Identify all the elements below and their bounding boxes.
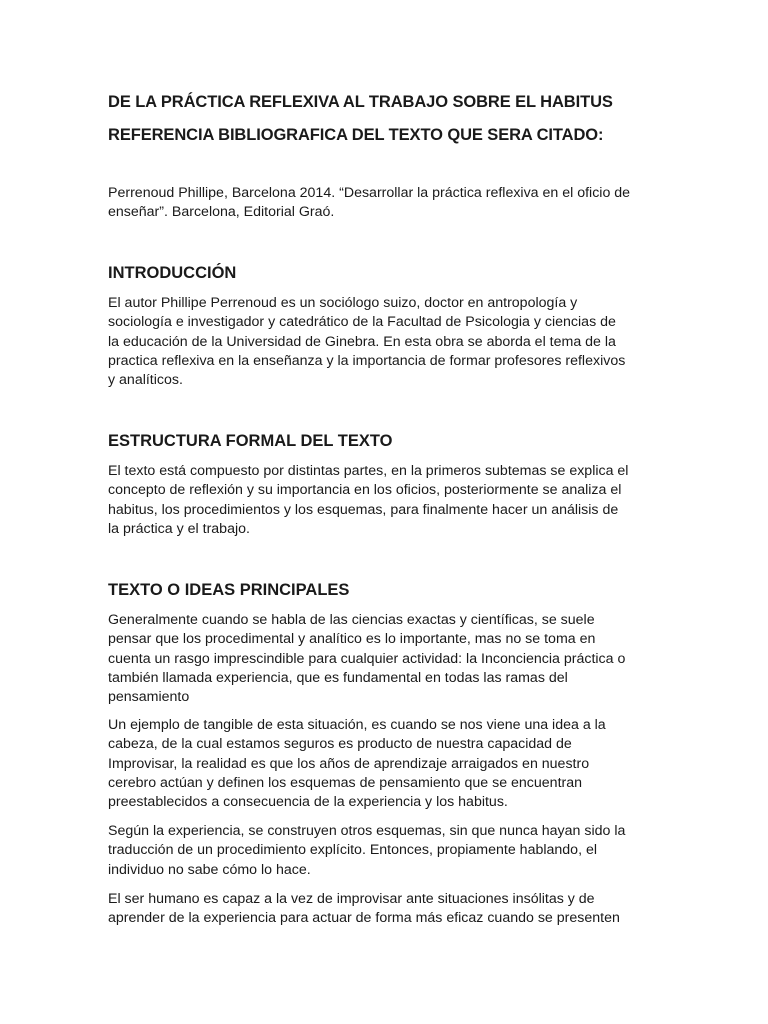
ideas-paragraph-2 [108, 716, 664, 812]
paragraph-line: concepto de reflexión y su importancia en los oficios, posteriormente se analiza el [108, 482, 622, 499]
paragraph-line: Improvisar, la realidad es que los años de aprendizaje arraigados en nuestro [108, 755, 590, 772]
paragraph-line: individuo no sabe cómo lo hace. [108, 861, 311, 878]
paragraph-line: Un ejemplo de tangible de esta situación, es cuando se nos viene una idea a la [108, 717, 606, 733]
paragraph-line: pensar que los procedimental y analítico es lo importante, mas no se toma en [108, 631, 596, 648]
reference-line: Perrenoud Phillipe, Barcelona 2014. “Desarrollar la práctica reflexiva en el oficio de [108, 185, 631, 201]
reference-line: enseñar”. Barcelona, Editorial Graó. [108, 204, 335, 221]
section-heading-ideas: TEXTO O IDEAS PRINCIPALES [108, 581, 350, 599]
paragraph-line: Generalmente cuando se habla de las ciencias exactas y científicas, se suele [108, 612, 595, 628]
paragraph-line: la práctica y el trabajo. [108, 520, 250, 537]
paragraph-line: aprender de la experiencia para actuar de forma más eficaz cuando se presenten [108, 910, 620, 927]
paragraph-line: cabeza, de la cual estamos seguros es producto de nuestra capacidad de [108, 736, 572, 753]
document-subtitle: REFERENCIA BIBLIOGRAFICA DEL TEXTO QUE SERA CITADO: [108, 126, 604, 144]
paragraph-line: El autor Phillipe Perrenoud es un sociólogo suizo, doctor en antropología y [108, 295, 578, 311]
paragraph-line: también llamada experiencia, que es fundamental en todas las ramas del [108, 669, 568, 686]
document-title: DE LA PRÁCTICA REFLEXIVA AL TRABAJO SOBRE EL HABITUS [108, 93, 613, 111]
section-heading-estructura: ESTRUCTURA FORMAL DEL TEXTO [108, 432, 393, 450]
paragraph-line: preestablecidos a consecuencia de la experiencia y los habitus. [108, 794, 508, 811]
paragraph-line: practica reflexiva en la enseñanza y la importancia de formar profesores reflexivos [108, 352, 626, 369]
paragraph-line: cerebro actúan y definen los esquemas de pensamiento que se encuentran [108, 774, 583, 791]
ideas-paragraph-4 [108, 890, 664, 929]
paragraph-line: El texto está compuesto por distintas partes, en la primeros subtemas se explica el [108, 463, 629, 479]
paragraph-line: pensamiento [108, 689, 190, 706]
reference-paragraph [108, 184, 664, 223]
ideas-paragraph-1 [108, 611, 664, 707]
paragraph-line: y analíticos. [108, 372, 183, 389]
paragraph-line: Según la experiencia, se construyen otros esquemas, sin que nunca hayan sido la [108, 823, 626, 839]
intro-paragraph [108, 294, 664, 390]
paragraph-line: traducción de un procedimiento explícito. Entonces, propiamente hablando, el [108, 842, 597, 859]
section-heading-introduccion: INTRODUCCIÓN [108, 264, 237, 282]
paragraph-line: la educación de la Universidad de Ginebra. En esta obra se aborda el tema de la [108, 333, 616, 350]
estructura-paragraph [108, 462, 664, 539]
paragraph-line: habitus, los procedimientos y los esquemas, para finalmente hacer un análisis de [108, 501, 619, 518]
paragraph-line: cuenta un rasgo imprescindible para cualquier actividad: la Inconciencia práctica o [108, 650, 626, 667]
ideas-paragraph-3 [108, 822, 664, 880]
paragraph-line: sociología e investigador y catedrático de la Facultad de Psicologia y ciencias de [108, 314, 616, 331]
paragraph-line: El ser humano es capaz a la vez de improvisar ante situaciones insólitas y de [108, 891, 595, 907]
